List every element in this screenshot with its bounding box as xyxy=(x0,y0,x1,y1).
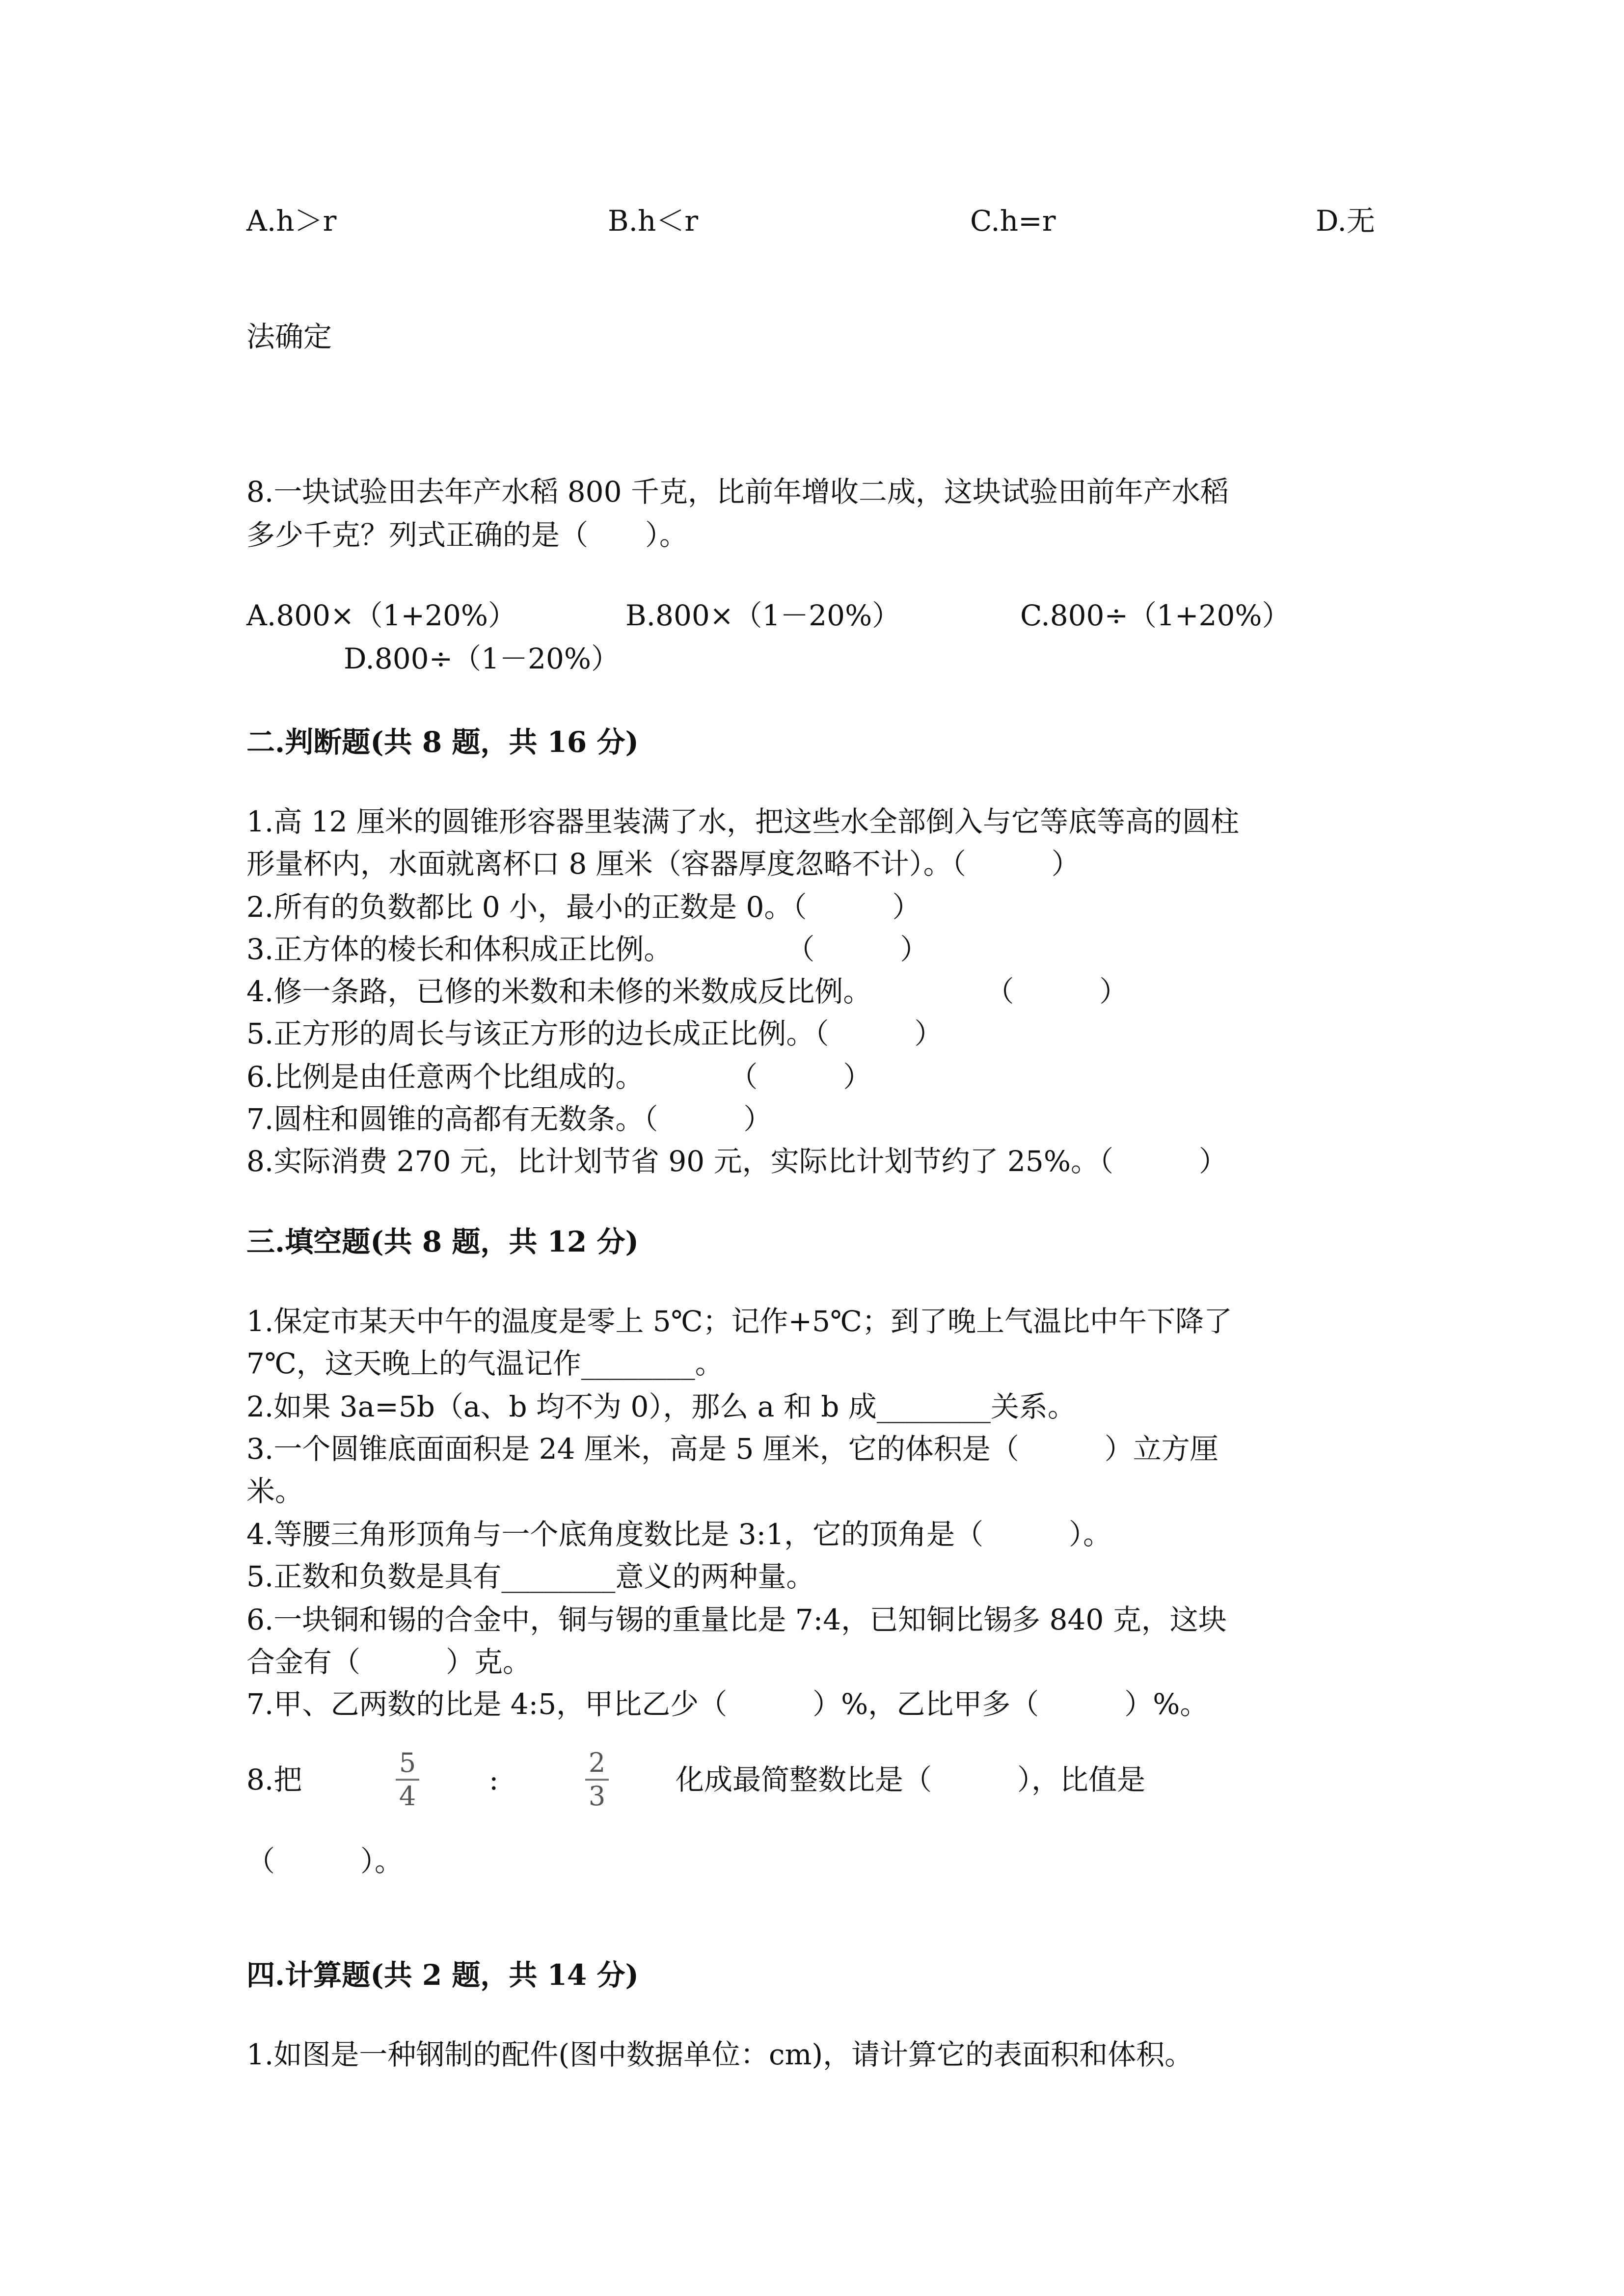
section2-item: 6.比例是由任意两个比组成的。 （ ） xyxy=(246,1060,872,1094)
section2-item: 形量杯内，水面就离杯口 8 厘米（容器厚度忽略不计）。（ ） xyxy=(246,847,1080,881)
section4-heading: 四.计算题(共 2 题，共 14 分) xyxy=(246,1958,639,1992)
fraction-2-over-3 xyxy=(582,1748,612,1811)
section3-q8-prefix: 8.把 xyxy=(246,1763,302,1796)
section3-item: 3.一个圆锥底面面积是 24 厘米，高是 5 厘米，它的体积是（ ）立方厘 xyxy=(246,1432,1218,1466)
q8-question-line2: 多少千克？列式正确的是（ ）。 xyxy=(246,518,688,552)
q8-question-line1: 8.一块试验田去年产水稻 800 千克，比前年增收二成，这块试验田前年产水稻 xyxy=(246,475,1229,508)
fraction-5-over-4 xyxy=(393,1748,422,1811)
ratio-colon: : xyxy=(489,1763,499,1796)
section3-item: 5.正数和负数是具有________意义的两种量。 xyxy=(246,1560,815,1593)
fraction-denominator: 3 xyxy=(588,1781,606,1812)
fraction-numerator: 5 xyxy=(399,1747,416,1778)
q7-option-d-continued: 法确定 xyxy=(246,320,332,353)
section2-item: 5.正方形的周长与该正方形的边长成正比例。（ ） xyxy=(246,1017,943,1050)
section3-item: 米。 xyxy=(246,1474,304,1508)
section4-item: 1.如图是一种钢制的配件(图中数据单位：cm)，请计算它的表面积和体积。 xyxy=(246,2038,1193,2071)
q8-option-d: D.800÷（1－20%） xyxy=(344,642,620,675)
section3-item: 4.等腰三角形顶角与一个底角度数比是 3:1，它的顶角是（ ）。 xyxy=(246,1518,1112,1551)
q7-option-d: D.无 xyxy=(1316,204,1375,238)
section3-item: 2.如果 3a=5b（a、b 均不为 0），那么 a 和 b 成________关系。 xyxy=(246,1390,1076,1423)
section3-heading: 三.填空题(共 8 题，共 12 分) xyxy=(246,1225,639,1258)
section2-item: 4.修一条路，已修的米数和未修的米数成反比例。 （ ） xyxy=(246,975,1128,1008)
q8-option-c: C.800÷（1+20%） xyxy=(1020,599,1291,632)
q8-option-a: A.800×（1+20%） xyxy=(246,599,517,632)
fraction-denominator: 4 xyxy=(399,1781,416,1812)
section3-q8-line2: （ ）。 xyxy=(246,1844,404,1878)
section3-item: 6.一块铜和锡的合金中，铜与锡的重量比是 7:4，已知铜比锡多 840 克，这块 xyxy=(246,1603,1227,1636)
section2-item: 8.实际消费 270 元，比计划节省 90 元，实际比计划节约了 25%。（ ） xyxy=(246,1145,1227,1178)
q7-option-c: C.h=r xyxy=(970,204,1056,238)
section3-item: 1.保定市某天中午的温度是零上 5℃；记作+5℃；到了晚上气温比中午下降了 xyxy=(246,1305,1232,1338)
section2-item: 2.所有的负数都比 0 小，最小的正数是 0。（ ） xyxy=(246,890,921,924)
section3-q8-suffix: 化成最简整数比是（ ），比值是 xyxy=(676,1763,1146,1796)
section2-item: 1.高 12 厘米的圆锥形容器里装满了水，把这些水全部倒入与它等底等高的圆柱 xyxy=(246,805,1240,838)
section3-item: 7.甲、乙两数的比是 4:5，甲比乙少（ ）%，乙比甲多（ ）%。 xyxy=(246,1687,1209,1721)
q8-option-b: B.800×（1－20%） xyxy=(625,599,901,632)
section2-heading: 二.判断题(共 8 题，共 16 分) xyxy=(246,725,639,759)
q7-option-b: B.h＜r xyxy=(608,204,699,238)
fraction-numerator: 2 xyxy=(588,1747,606,1778)
section2-item: 3.正方体的棱长和体积成正比例。 （ ） xyxy=(246,933,929,966)
section2-item: 7.圆柱和圆锥的高都有无数条。（ ） xyxy=(246,1102,772,1136)
section3-item: 7℃，这天晚上的气温记作________。 xyxy=(246,1347,724,1380)
q7-option-a: A.h＞r xyxy=(246,204,337,238)
section3-item: 合金有（ ）克。 xyxy=(246,1645,532,1679)
